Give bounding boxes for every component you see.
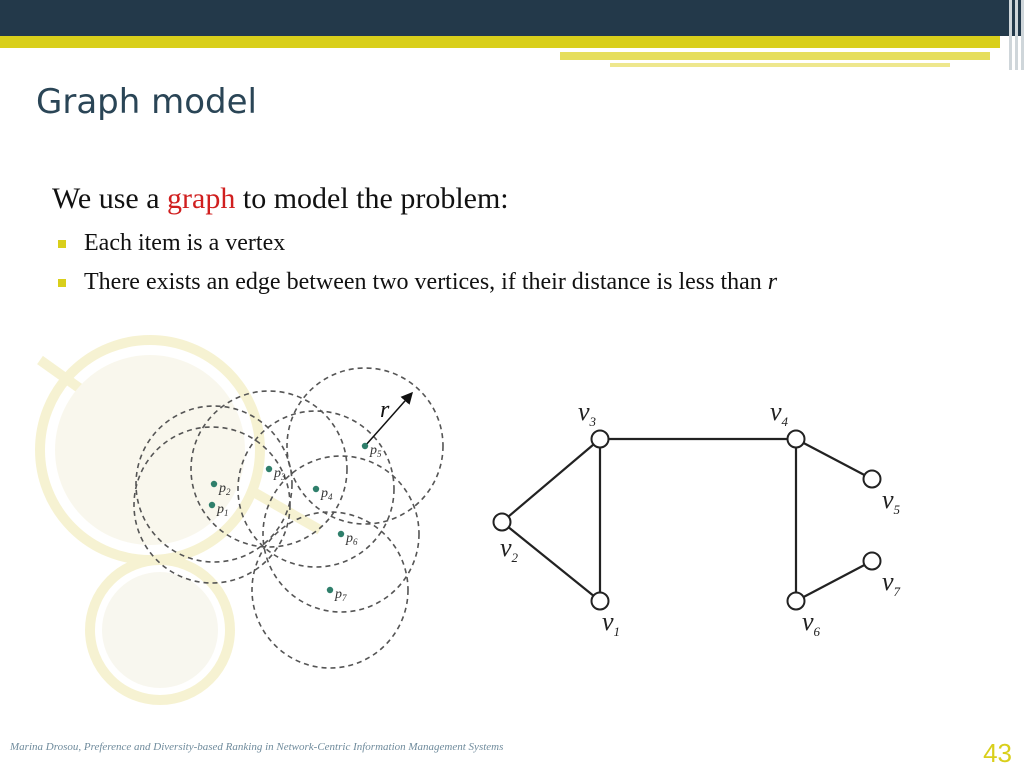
point-label-p6: $p_6$ [346, 531, 358, 547]
bullet-text: Each item is a vertex [84, 230, 286, 256]
edge-v2-v3 [502, 439, 600, 522]
vertex-v5 [864, 471, 881, 488]
vertex-label-v5: $v_5$ [882, 485, 901, 517]
bullet-list [56, 226, 962, 304]
page-number: 43 [983, 738, 1012, 768]
lead-sentence [52, 182, 509, 216]
footer-citation: Marina Drosou, Preference and Diversity-based Ranking in Network-Centric Information Management Systems [10, 741, 504, 753]
vertex-v7 [864, 553, 881, 570]
edge-v4-v5 [796, 439, 872, 479]
point-label-p3: $p_3$ [274, 466, 286, 482]
bullet-text: There exists an edge between two vertices, if their distance is less than [84, 269, 768, 295]
accent-stripe-3 [610, 63, 950, 67]
square-bullet-icon [58, 240, 66, 248]
bullet-variable: r [767, 269, 778, 295]
lead-text-after: to model the problem: [235, 182, 509, 215]
point-set [209, 443, 382, 603]
top-bar [0, 0, 1024, 36]
point-p5 [362, 443, 368, 449]
point-p6 [338, 531, 344, 537]
vertex-label-v7: $v_7$ [882, 567, 901, 599]
point-label-p4: $p_4$ [321, 486, 333, 502]
accent-stripe [0, 36, 1000, 48]
point-label-p1: $p_1$ [217, 502, 229, 518]
point-p7 [327, 587, 333, 593]
point-label-p7: $p_7$ [335, 587, 347, 603]
point-p1 [209, 502, 215, 508]
vertex-v2 [494, 514, 511, 531]
vertex-v4 [788, 431, 805, 448]
vertex-label-v1: $v_1$ [602, 607, 621, 639]
slide-title: Graph model [36, 82, 257, 122]
point-label-p2: $p_2$ [219, 481, 231, 497]
vertex-label-v2: $v_2$ [500, 533, 519, 565]
point-p3 [266, 466, 272, 472]
bullet-item [56, 265, 962, 300]
vertex-label-v6: $v_6$ [802, 607, 821, 639]
point-p2 [211, 481, 217, 487]
radius-circles [134, 368, 443, 668]
radius-label: r [380, 397, 390, 423]
corner-lines [994, 0, 1024, 70]
diagram [0, 360, 1024, 680]
accent-stripe-2 [560, 52, 990, 60]
lead-emphasis: graph [167, 182, 236, 215]
graph-edges [502, 439, 872, 601]
point-p4 [313, 486, 319, 492]
graph-vertices [494, 397, 901, 639]
lead-text-before: We use a [52, 182, 168, 215]
vertex-label-v3: $v_3$ [578, 397, 597, 429]
square-bullet-icon [58, 279, 66, 287]
vertex-label-v4: $v_4$ [770, 397, 789, 429]
bullet-item [56, 226, 962, 261]
edge-v6-v7 [796, 561, 872, 601]
point-label-p5: $p_5$ [370, 443, 382, 459]
vertex-v3 [592, 431, 609, 448]
